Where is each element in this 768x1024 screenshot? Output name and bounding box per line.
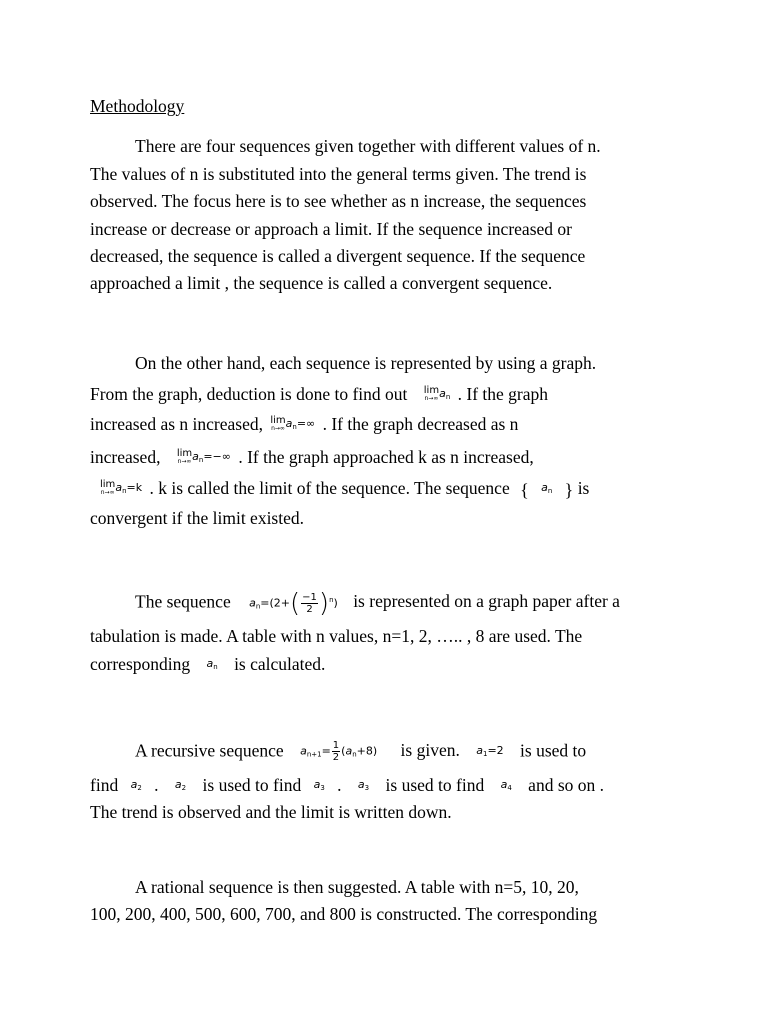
p2-line-2 xyxy=(90,384,548,407)
p3-text: The sequence xyxy=(135,591,231,612)
math-a3: $a_3$ xyxy=(313,778,325,793)
p4-text: A recursive sequence xyxy=(135,740,284,761)
p1-line-1: There are four sequences given together with different values of n. xyxy=(135,136,601,156)
p2-text: is xyxy=(577,478,590,498)
p3-line-1 xyxy=(135,590,620,617)
p2-line-3 xyxy=(90,414,518,437)
p2-text: . k is called the limit of the sequence. The sequence xyxy=(149,478,510,498)
math-a1-eq-2: $a_1=2$ xyxy=(476,743,504,758)
p5-line-1: A rational sequence is then suggested. A table with n=5, 10, 20, xyxy=(135,877,579,897)
p2-text: From the graph, deduction is done to find out xyxy=(90,384,408,404)
math-brace-close: } xyxy=(564,479,574,500)
math-lim-k: lim n→∞ $a_n=k$ xyxy=(100,479,143,497)
heading: Methodology xyxy=(90,96,185,116)
math-recursive-formula: $a_{n+1}=$ $\frac{1}{2}$ $(a_n+8)$ xyxy=(300,740,378,763)
p3-line-3 xyxy=(90,654,325,677)
p2-line-4 xyxy=(90,447,534,470)
p3-text: is represented on a graph paper after a xyxy=(353,591,620,612)
p5-line-2: 100, 200, 400, 500, 600, 700, and 800 is constructed. The corresponding xyxy=(90,904,598,924)
math-sequence-formula: $a_n=(2+$( $\frac{-1}{2}$ )$^n$) xyxy=(249,588,338,619)
p3-text: corresponding xyxy=(90,654,191,674)
p2-text: . If the graph decreased as n xyxy=(322,414,519,434)
p4-text: find xyxy=(90,775,119,795)
p2-text: increased, xyxy=(90,447,161,467)
p2-line-6: convergent if the limit existed. xyxy=(90,508,304,528)
p4-line-2 xyxy=(90,775,604,798)
p1-line-3: observed. The focus here is to see whether as n increase, the sequences xyxy=(90,191,587,211)
math-a2: $a_2$ xyxy=(130,778,142,793)
p4-text: . xyxy=(154,775,159,795)
p4-line-1 xyxy=(135,740,586,765)
p2-line-5 xyxy=(90,478,589,501)
p4-text: . xyxy=(337,775,342,795)
p4-text: is used to find xyxy=(202,775,302,795)
math-a4: $a_4$ xyxy=(500,778,512,793)
p1-line-6: approached a limit , the sequence is called a convergent sequence. xyxy=(90,273,553,293)
p4-line-3: The trend is observed and the limit is written down. xyxy=(90,802,452,822)
p1-line-5: decreased, the sequence is called a divergent sequence. If the sequence xyxy=(90,246,586,266)
math-a2: $a_2$ xyxy=(174,778,187,793)
p2-text: . If the graph approached k as n increased, xyxy=(238,447,534,467)
p2-line-1: On the other hand, each sequence is represented by using a graph. xyxy=(135,353,597,373)
p2-text: . If the graph xyxy=(457,384,549,404)
p2-text: increased as n increased, xyxy=(90,414,263,434)
math-lim-an: lim n→∞ $a_n$ xyxy=(423,385,451,403)
math-lim-inf: lim n→∞ $a_n=\infty$ xyxy=(270,415,316,433)
math-an: $a_n$ xyxy=(206,657,218,672)
math-an: $a_n$ xyxy=(541,481,553,496)
math-brace-open: { xyxy=(520,479,529,500)
math-a3: $a_3$ xyxy=(357,778,370,793)
p1-line-2: The values of n is substituted into the general terms given. The trend is xyxy=(90,164,587,184)
math-lim-neg-inf: lim n→∞ $a_n=-\infty$ xyxy=(176,448,231,466)
p3-text: is calculated. xyxy=(234,654,326,674)
p4-text: is used to xyxy=(520,740,587,761)
p3-line-2: tabulation is made. A table with n values, n=1, 2, ….. , 8 are used. The xyxy=(90,626,583,646)
p4-text: is given. xyxy=(400,740,460,761)
p4-text: and so on . xyxy=(528,775,604,795)
p1-line-4: increase or decrease or approach a limit. If the sequence increased or xyxy=(90,219,572,239)
p4-text: is used to find xyxy=(385,775,485,795)
